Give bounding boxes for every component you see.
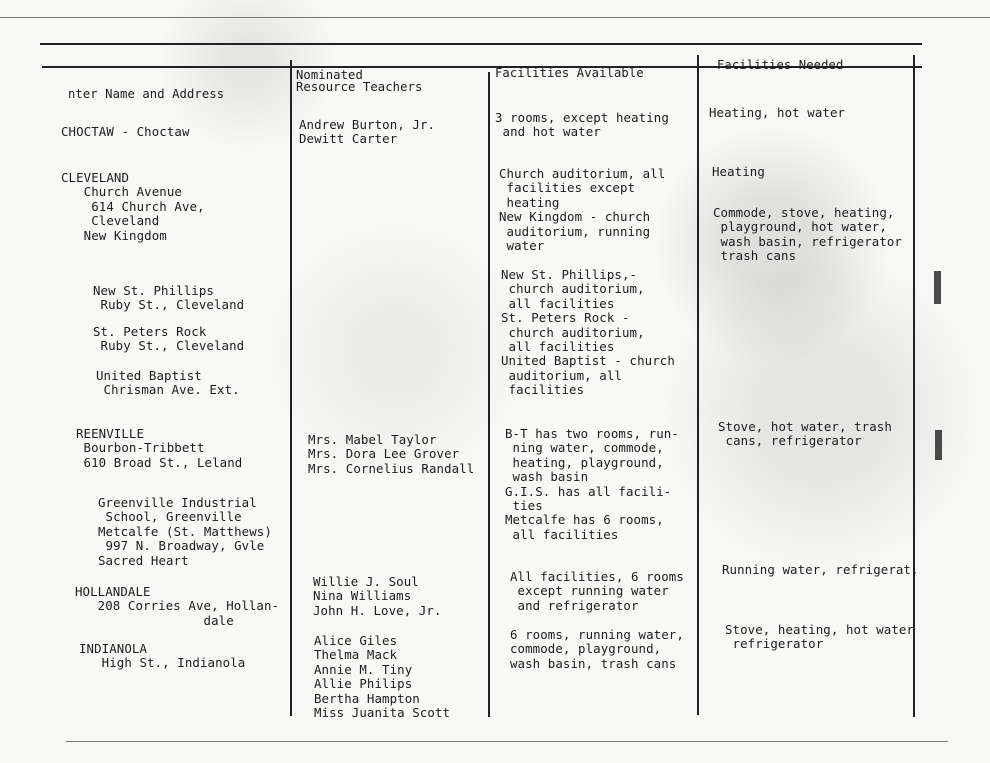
teachers-indianola: Alice Giles Thelma Mack Annie M. Tiny Allie Philips Bertha Hampton Miss Juanita Scott: [314, 633, 451, 721]
facilities-available-indianola: 6 rooms, running water, commode, playground, wash basin, trash cans: [510, 627, 684, 671]
facilities-available-churches: New St. Phillips,- church auditorium, all facilities St. Peters Rock - church auditorium, all facilities United Baptist - church auditorium, all facilities: [501, 267, 675, 398]
table-top-border: [40, 43, 922, 45]
center-cleveland: CLEVELAND Church Avenue 614 Church Ave, Cleveland New Kingdom: [61, 170, 205, 243]
center-greenville-other: Greenville Industrial School, Greenville Metcalfe (St. Matthews) 997 N. Broadway, Gvle Sacred Heart: [98, 495, 272, 568]
top-page-rule: [0, 17, 990, 18]
scan-edge-mark-lower: [935, 430, 942, 460]
center-indianola: INDIANOLA High St., Indianola: [79, 641, 246, 671]
header-facilities-needed: Facilities Needed: [717, 58, 844, 72]
facilities-needed-greenville: Stove, hot water, trash cans, refrigerator: [718, 419, 892, 449]
facilities-needed-cleveland-heating: Heating: [712, 164, 765, 179]
facilities-available-hollandale: All facilities, 6 rooms except running water and refrigerator: [510, 569, 684, 613]
header-nominated: Nominated: [296, 68, 363, 82]
facilities-needed-indianola: Stove, heating, hot water refrigerator: [725, 622, 914, 652]
facilities-available-cleveland: Church auditorium, all facilities except heating New Kingdom - church auditorium, running water: [499, 166, 666, 254]
center-choctaw: CHOCTAW - Choctaw: [61, 124, 190, 139]
column-divider-1: [290, 60, 292, 716]
column-divider-2: [488, 72, 490, 717]
teachers-greenville: Mrs. Mabel Taylor Mrs. Dora Lee Grover Mrs. Cornelius Randall: [308, 432, 475, 476]
header-facilities-available: Facilities Available: [495, 66, 644, 80]
teachers-choctaw: Andrew Burton, Jr. Dewitt Carter: [299, 117, 436, 147]
center-united-baptist: United Baptist Chrisman Ave. Ext.: [96, 368, 240, 398]
header-resource-teachers: Resource Teachers: [296, 80, 423, 94]
column-divider-3: [697, 55, 699, 715]
center-greenville: REENVILLE Bourbon-Tribbett 610 Broad St., Leland: [76, 426, 243, 470]
teachers-hollandale: Willie J. Soul Nina Williams John H. Love, Jr.: [313, 574, 442, 618]
header-center-name-address: nter Name and Address: [68, 87, 225, 101]
center-hollandale: HOLLANDALE 208 Corries Ave, Hollan- dale: [75, 584, 280, 628]
center-new-st-phillips: New St. Phillips Ruby St., Cleveland: [93, 283, 245, 313]
facilities-needed-choctaw: Heating, hot water: [709, 105, 846, 120]
table-bottom-border: [66, 741, 948, 742]
column-divider-4: [913, 55, 915, 717]
facilities-needed-new-kingdom: Commode, stove, heating, playground, hot water, wash basin, refrigerator trash cans: [713, 205, 902, 264]
facilities-needed-hollandale: Running water, refrigerat.: [722, 562, 919, 577]
scan-edge-mark-upper: [934, 271, 941, 304]
facilities-available-greenville: B-T has two rooms, run- ning water, commode, heating, playground, wash basin G.I.S. has all facili- ties Metcalfe has 6 rooms, all facilities: [505, 426, 679, 542]
facilities-available-choctaw: 3 rooms, except heating and hot water: [495, 110, 669, 140]
center-st-peters-rock: St. Peters Rock Ruby St., Cleveland: [93, 324, 245, 354]
